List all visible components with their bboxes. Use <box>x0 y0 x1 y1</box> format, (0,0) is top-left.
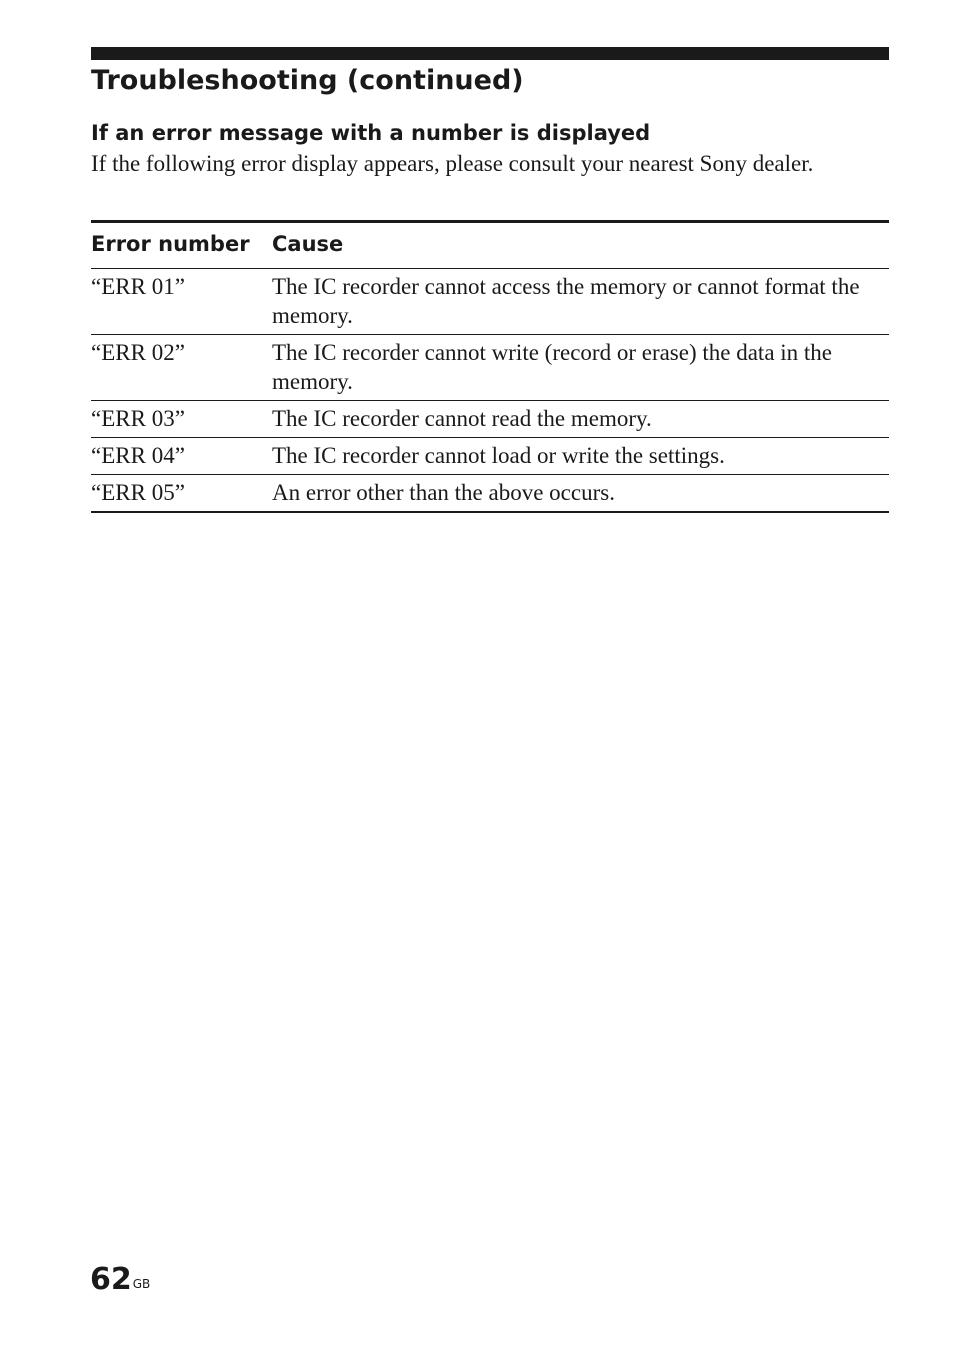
error-cause: An error other than the above occurs. <box>272 480 615 505</box>
error-code: “ERR 01” <box>91 269 272 335</box>
table-row <box>91 401 889 438</box>
page-number <box>90 1262 150 1298</box>
page-number-value: 62 <box>90 1262 132 1297</box>
section-heading: If an error message with a number is displayed <box>91 121 651 145</box>
error-cause: The IC recorder cannot load or write the settings. <box>272 438 889 475</box>
error-code: “ERR 03” <box>91 401 272 438</box>
table-row <box>91 475 889 513</box>
error-code: “ERR 05” <box>91 480 185 505</box>
error-cause: The IC recorder cannot write (record or erase) the data in the memory. <box>272 335 889 401</box>
error-cause: The IC recorder cannot access the memory or cannot format the memory. <box>272 269 889 335</box>
header-cause: Cause <box>272 222 889 269</box>
table-header-row <box>91 222 889 269</box>
error-table <box>91 220 889 513</box>
table-row <box>91 438 889 475</box>
table-row <box>91 335 889 401</box>
error-cause: The IC recorder cannot read the memory. <box>272 401 889 438</box>
page-number-suffix: GB <box>132 1277 151 1291</box>
error-code: “ERR 02” <box>91 335 272 401</box>
page-title: Troubleshooting (continued) <box>91 65 524 96</box>
header-rule <box>91 47 889 60</box>
header-error-number: Error number <box>91 222 272 269</box>
error-code: “ERR 04” <box>91 438 272 475</box>
table-row <box>91 269 889 335</box>
intro-paragraph: If the following error display appears, please consult your nearest Sony dealer. <box>91 151 814 176</box>
